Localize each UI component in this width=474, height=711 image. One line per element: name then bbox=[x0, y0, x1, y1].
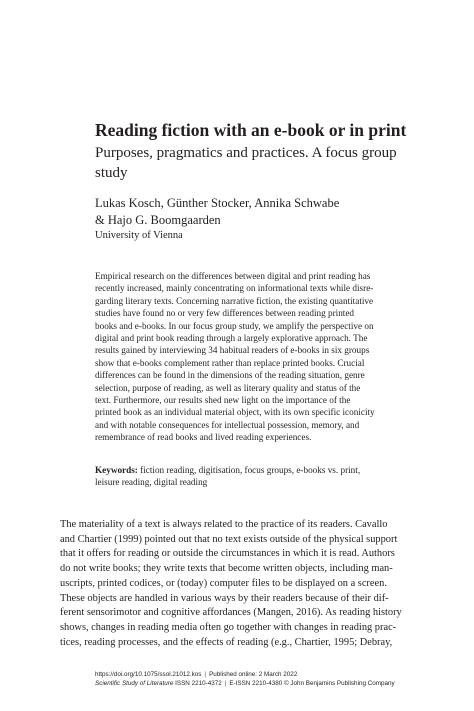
journal-name: Scientific Study of Literature bbox=[95, 680, 174, 687]
article-keywords bbox=[95, 464, 411, 489]
article-abstract: Empirical research on the differences between digital and print reading has recently increased, mainly concentrating on informational texts while disre- garding literary texts. Concerning narrative fiction, the existing quantitative studies have found no or very few differences between reading printed books and e-books. In our focus group study, we amplify the perspective on digital and print book reading through a largely explorative approach. The results gained by interviewing 34 habitual readers of e-books in six groups show that e-books complement rather than replace printed books. Crucial differences can be found in the dimensions of the reading situation, genre selection, purpose of reading, as well as literary quality and status of the text. Furthermore, our results shed new light on the importance of the printed book as an individual material object, with its own specific iconicity and with notable consequences for intellectual possession, memory, and remembrance of read books and lived reading experiences. bbox=[95, 271, 375, 443]
footer-line-2 bbox=[95, 679, 425, 688]
footer-separator: | bbox=[224, 680, 227, 687]
doi-link[interactable]: https://doi.org/10.1075/ssol.21012.kos bbox=[95, 671, 202, 678]
article-title: Reading fiction with an e-book or in print bbox=[95, 120, 407, 140]
body-paragraph: The materiality of a text is always related to the practice of its readers. Cavallo and Chartier (1999) pointed out that no text exists outside of the physical support that it offers for reading or outside the circumstances in which it is read. Authors do not write books; they write texts that become written objects, including man- uscripts, printed codices, or (today) computer files to be displayed on a screen. These objects are handled in various ways by their readers because of their dif- ferent sensorimotor and cognitive affordances (Mangen, 2016). As reading history shows, changes in reading media often go together with changes in reading prac- tices, reading processes, and the effects of reading (e.g., Chartier, 1995; Debray, bbox=[60, 519, 402, 648]
copyright: © John Benjamins Publishing Company bbox=[283, 680, 395, 687]
footer-separator: | bbox=[204, 671, 207, 678]
eissn: E-ISSN 2210-4380 bbox=[229, 680, 283, 687]
keywords-list: fiction reading, digitisation, focus groups, e-books vs. print, leisure reading, digital reading bbox=[95, 465, 361, 488]
article-subtitle: Purposes, pragmatics and practices. A focus group study bbox=[95, 145, 397, 181]
author-affiliation: University of Vienna bbox=[95, 230, 183, 241]
issn: ISSN 2210-4372 bbox=[175, 680, 222, 687]
page-footer bbox=[95, 670, 425, 688]
published-date: Published online: 2 March 2022 bbox=[209, 671, 298, 678]
article-authors: Lukas Kosch, Günther Stocker, Annika Schwabe & Hajo G. Boomgaarden bbox=[95, 196, 340, 227]
keywords-label: Keywords: bbox=[95, 465, 138, 475]
footer-line-1 bbox=[95, 670, 425, 679]
